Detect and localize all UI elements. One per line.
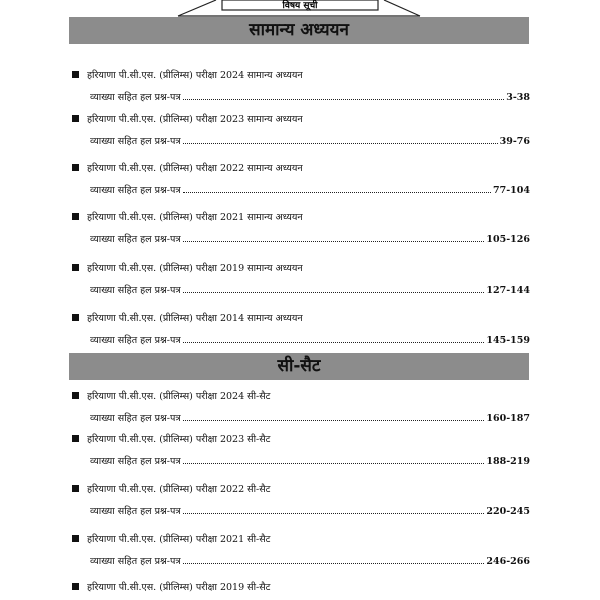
dot-leader — [183, 98, 505, 100]
entry-subtitle: व्याख्या सहित हल प्रश्न-पत्र — [90, 506, 181, 517]
entry-title: हरियाणा पी.सी.एस. (प्रीलिम्स) परीक्षा 2021 सी-सैट — [87, 534, 271, 545]
bullet-icon — [72, 264, 79, 271]
section-header-csat — [69, 353, 529, 380]
entry-title: हरियाणा पी.सी.एस. (प्रीलिम्स) परीक्षा 2022 सामान्य अध्ययन — [87, 163, 303, 174]
entry-pages: 220-245 — [486, 506, 530, 517]
entry-subtitle: व्याख्या सहित हल प्रश्न-पत्र — [90, 335, 181, 346]
banner-title: विषय सूची — [282, 1, 318, 11]
bullet-icon — [72, 71, 79, 78]
entry-pages: 145-159 — [486, 335, 530, 346]
bullet-icon — [72, 535, 79, 542]
section-title: सामान्य अध्ययन — [249, 20, 349, 40]
entry-subtitle: व्याख्या सहित हल प्रश्न-पत्र — [90, 556, 181, 567]
entry-pages: 77-104 — [493, 185, 530, 196]
entry-title: हरियाणा पी.सी.एस. (प्रीलिम्स) परीक्षा 2024 सामान्य अध्ययन — [87, 70, 303, 81]
bullet-icon — [72, 583, 79, 590]
bullet-icon — [72, 164, 79, 171]
bullet-icon — [72, 392, 79, 399]
entry-title: हरियाणा पी.सी.एस. (प्रीलिम्स) परीक्षा 2024 सी-सैट — [87, 391, 271, 402]
entry-subtitle: व्याख्या सहित हल प्रश्न-पत्र — [90, 185, 181, 196]
entry-subtitle: व्याख्या सहित हल प्रश्न-पत्र — [90, 285, 181, 296]
dot-leader — [183, 562, 485, 564]
bullet-icon — [72, 213, 79, 220]
entry-pages: 127-144 — [486, 285, 530, 296]
dot-leader — [183, 142, 498, 144]
dot-leader — [183, 341, 485, 343]
entry-pages: 188-219 — [486, 456, 530, 467]
entry-subtitle: व्याख्या सहित हल प्रश्न-पत्र — [90, 136, 181, 147]
dot-leader — [183, 462, 485, 464]
entry-title: हरियाणा पी.सी.एस. (प्रीलिम्स) परीक्षा 2014 सामान्य अध्ययन — [87, 313, 303, 324]
dot-leader — [183, 419, 485, 421]
bullet-icon — [72, 435, 79, 442]
entry-subtitle: व्याख्या सहित हल प्रश्न-पत्र — [90, 92, 181, 103]
entry-title: हरियाणा पी.सी.एस. (प्रीलिम्स) परीक्षा 2019 सामान्य अध्ययन — [87, 263, 303, 274]
dot-leader — [183, 512, 485, 514]
entry-title: हरियाणा पी.सी.एस. (प्रीलिम्स) परीक्षा 2023 सामान्य अध्ययन — [87, 114, 303, 125]
bullet-icon — [72, 115, 79, 122]
entry-pages: 160-187 — [486, 413, 530, 424]
entry-pages: 39-76 — [499, 136, 530, 147]
entry-pages: 105-126 — [486, 234, 530, 245]
dot-leader — [183, 291, 485, 293]
entry-subtitle: व्याख्या सहित हल प्रश्न-पत्र — [90, 413, 181, 424]
bullet-icon — [72, 485, 79, 492]
entry-title: हरियाणा पी.सी.एस. (प्रीलिम्स) परीक्षा 2022 सी-सैट — [87, 484, 271, 495]
entry-pages: 3-38 — [506, 92, 530, 103]
section-header-general-studies — [69, 17, 529, 44]
entry-pages: 246-266 — [486, 556, 530, 567]
entry-title: हरियाणा पी.सी.एस. (प्रीलिम्स) परीक्षा 2021 सामान्य अध्ययन — [87, 212, 303, 223]
entry-title: हरियाणा पी.सी.एस. (प्रीलिम्स) परीक्षा 2019 सी-सैट — [87, 582, 271, 593]
dot-leader — [183, 191, 491, 193]
section-title: सी-सैट — [277, 356, 321, 376]
entry-subtitle: व्याख्या सहित हल प्रश्न-पत्र — [90, 456, 181, 467]
entry-title: हरियाणा पी.सी.एस. (प्रीलिम्स) परीक्षा 2023 सी-सैट — [87, 434, 271, 445]
entry-subtitle: व्याख्या सहित हल प्रश्न-पत्र — [90, 234, 181, 245]
dot-leader — [183, 240, 485, 242]
bullet-icon — [72, 314, 79, 321]
